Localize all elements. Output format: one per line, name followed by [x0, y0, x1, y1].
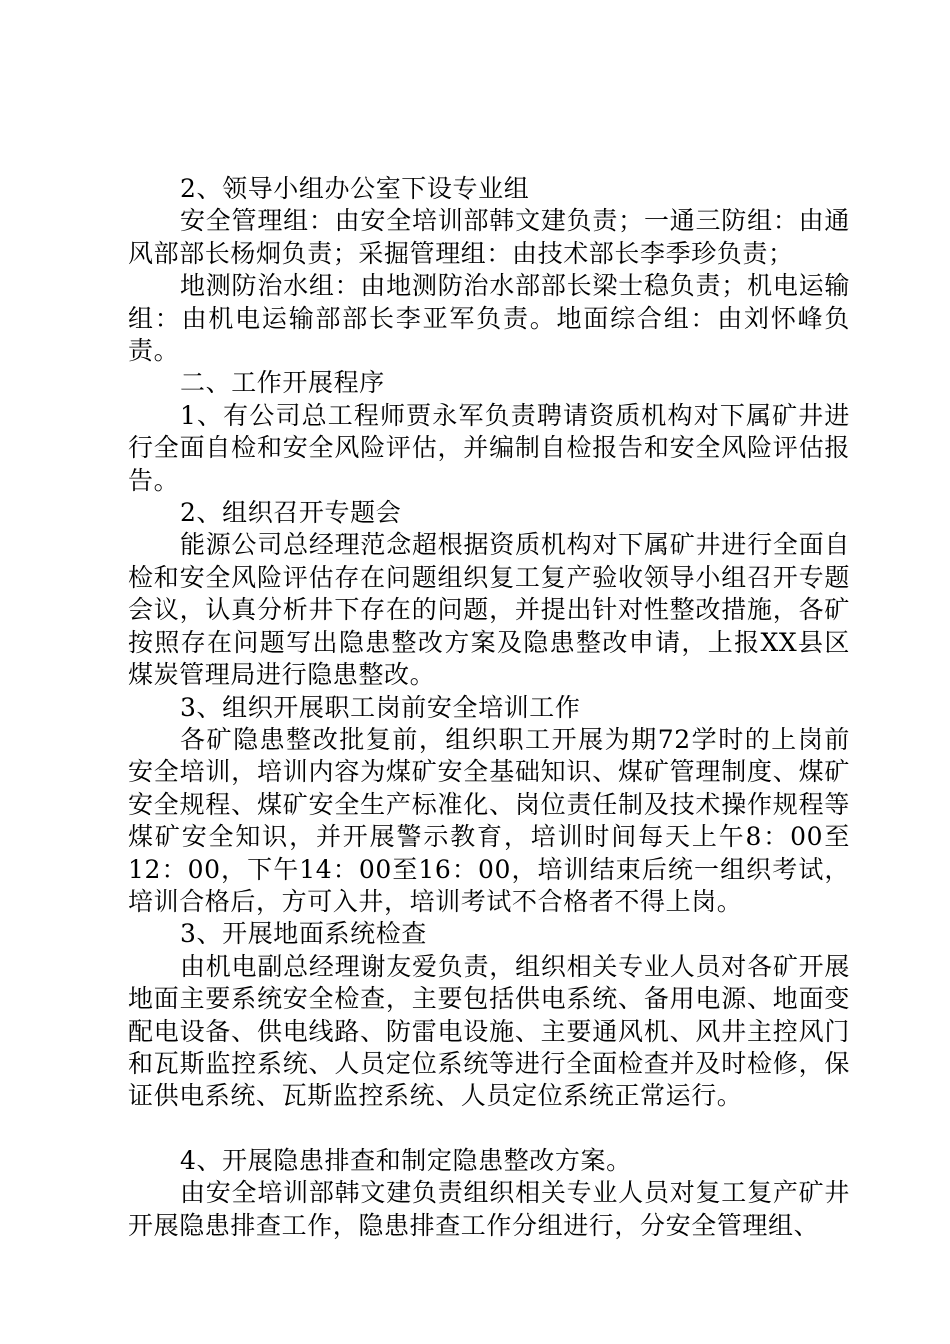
document-body: [128, 173, 850, 1242]
section-heading-specialist-groups: 2、领导小组办公室下设专业组: [180, 174, 530, 203]
paragraph-group-leaders-2: 地测防治水组：由地测防治水部部长梁士稳负责；机电运输组：由机电运输部部长李亚军负责。地面综合组：由刘怀峰负责。: [128, 271, 850, 366]
paragraph-group-leaders-1: 安全管理组：由安全培训部韩文建负责；一通三防组：由通风部部长杨炯负责；采掘管理组：由技术部长李季珍负责；: [128, 206, 850, 268]
section-heading-hazard-investigation: 4、开展隐患排查和制定隐患整改方案。: [180, 1145, 632, 1175]
paragraph-special-meeting: 能源公司总经理范念超根据资质机构对下属矿井进行全面自检和安全风险评估存在问题组织复工复产验收领导小组召开专题会议，认真分析井下存在的问题，并提出针对性整改措施，各矿按照存在问题写出隐患整改方案及隐患整改申请，上报XX县区煤炭管理局进行隐患整改。: [128, 530, 850, 690]
section-heading-special-meeting: 2、组织召开专题会: [180, 498, 402, 528]
section-heading-surface-inspection: 3、开展地面系统检查: [180, 919, 427, 949]
paragraph-self-inspection: 1、有公司总工程师贾永军负责聘请资质机构对下属矿井进行全面自检和安全风险评估，并编制自检报告和安全风险评估报告。: [128, 400, 850, 495]
paragraph-hazard-investigation: 由安全培训部韩文建负责组织相关专业人员对复工复产矿井开展隐患排查工作，隐患排查工作分组进行，分安全管理组、: [128, 1178, 850, 1240]
paragraph-surface-inspection: 由机电副总经理谢友爱负责，组织相关专业人员对各矿开展地面主要系统安全检查，主要包括供电系统、备用电源、地面变配电设备、供电线路、防雷电设施、主要通风机、风井主控风门和瓦斯监控系统、人员定位系统等进行全面检查并及时检修，保证供电系统、瓦斯监控系统、人员定位系统正常运行。: [128, 951, 850, 1111]
section-heading-safety-training: 3、组织开展职工岗前安全培训工作: [180, 692, 581, 722]
paragraph-safety-training: 各矿隐患整改批复前，组织职工开展为期72学时的上岗前安全培训，培训内容为煤矿安全基础知识、煤矿管理制度、煤矿安全规程、煤矿安全生产标准化、岗位责任制及技术操作规程等煤矿安全知识，并开展警示教育，培训时间每天上午8：00至12：00，下午14：00至16：00，培训结束后统一组织考试，培训合格后，方可入井，培训考试不合格者不得上岗。: [128, 724, 850, 916]
section-heading-work-procedure: 二、工作开展程序: [180, 368, 385, 398]
